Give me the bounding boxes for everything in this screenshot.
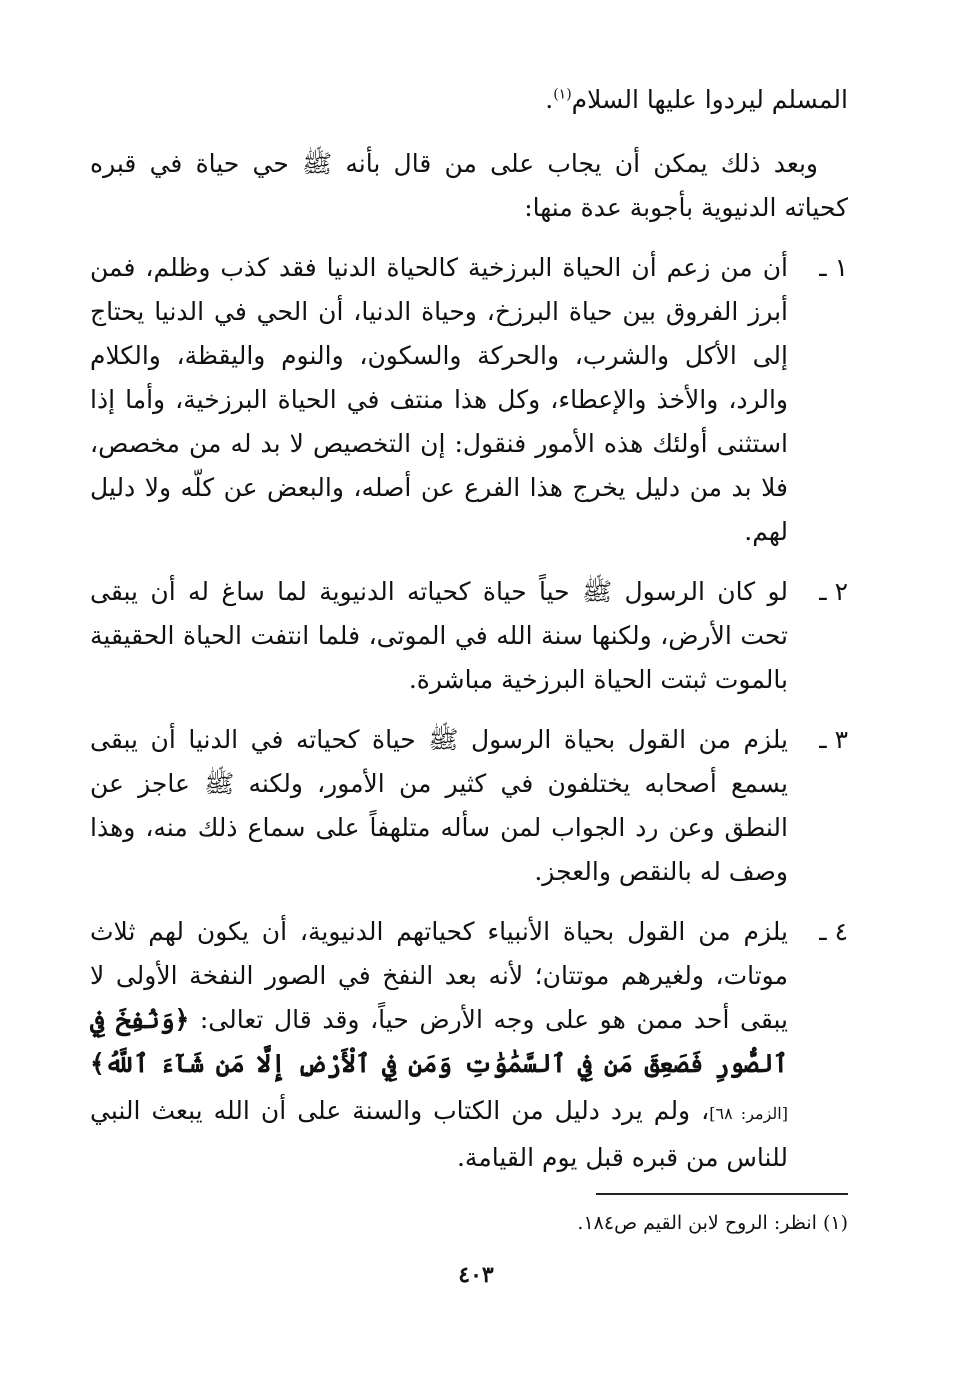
paragraph-continuation	[90, 78, 848, 122]
quran-verse: ﴿وَنُفِخَ فِي ٱلصُّورِ فَصَعِقَ مَن فِي ٱلسَّمَٰوَٰتِ وَمَن فِي ٱلْأَرْضِ إِلَّا مَن شَآءَ ٱللَّهُ﴾	[90, 1005, 788, 1078]
list-item-text-after: ، ولم يرد دليل من الكتاب والسنة على أن الله يبعث النبي للناس من قبره قبل يوم القيامة.	[90, 1096, 788, 1172]
list-item	[90, 910, 848, 1180]
list-item-text-before: يلزم من القول بحياة الأنبياء كحياتهم الدنيوية، أن يكون لهم ثلاث موتات، ولغيرهم موتتان؛ لأنه بعد النفخ في الصور النفخة الأولى لا يبقى أحد ممن هو على وجه الأرض حياً، وقد قال تعالى:	[90, 917, 788, 1034]
list-item-text: يلزم من القول بحياة الرسول ﷺ حياة كحياته في الدنيا أن يبقى يسمع أصحابه يختلفون في كثير من الأمور، ولكنه ﷺ عاجز عن النطق وعن رد الجواب لمن سأله متلهفاً على سماع ذلك منه، وهذا وصف له بالنقص والعجز.	[90, 725, 788, 886]
page-number: ٤٠٣	[458, 1262, 494, 1288]
list-item-text	[90, 910, 788, 1180]
footnote-divider	[596, 1193, 848, 1195]
footnote	[300, 1208, 848, 1238]
list-item-text: أن من زعم أن الحياة البرزخية كالحياة الدنيا فقد كذب وظلم، فمن أبرز الفروق بين حياة البرزخ، وحياة الدنيا، أن الحي في الدنيا يحتاج إلى الأكل والشرب، والحركة والسكون، والنوم واليقظة، والكلام والرد، والأخذ والإعطاء، وكل هذا منتف في الحياة البرزخية، وأما إذا استثنى أولئك هذه الأمور فنقول: إن التخصيص لا بد له من مخصص، فلا بد من دليل يخرج هذا الفرع عن أصله، والبعض عن كلّه ولا دليل لهم.	[90, 253, 788, 546]
list-item-number: ٤ ـ	[819, 917, 848, 946]
footnote-number: (١)	[822, 1212, 848, 1234]
list-item-number: ٣ ـ	[819, 725, 848, 754]
paragraph-intro: وبعد ذلك يمكن أن يجاب على من قال بأنه ﷺ حي حياة في قبره كحياته الدنيوية بأجوبة عدة منها:	[90, 149, 848, 222]
paragraph-text: المسلم ليردوا عليها السلام	[571, 85, 848, 114]
list-item-number: ٢ ـ	[819, 577, 848, 606]
page-body	[90, 78, 848, 1196]
footnote-text: انظر: الروح لابن القيم ص١٨٤.	[577, 1212, 817, 1234]
list-item	[90, 246, 848, 554]
list-item	[90, 570, 848, 702]
list-item	[90, 718, 848, 894]
paragraph-period: .	[545, 85, 554, 114]
list-item-text: لو كان الرسول ﷺ حياً حياة كحياته الدنيوية لما ساغ له أن يبقى تحت الأرض، ولكنها سنة الله في الموتى، فلما انتفت الحياة الحقيقية بالموت ثبتت الحياة البرزخية مباشرة.	[90, 577, 788, 694]
footnote-reference[interactable]: (١)	[553, 86, 572, 103]
verse-reference: [الزمر: ٦٨]	[709, 1104, 788, 1123]
list-item-number: ١ ـ	[819, 253, 848, 282]
